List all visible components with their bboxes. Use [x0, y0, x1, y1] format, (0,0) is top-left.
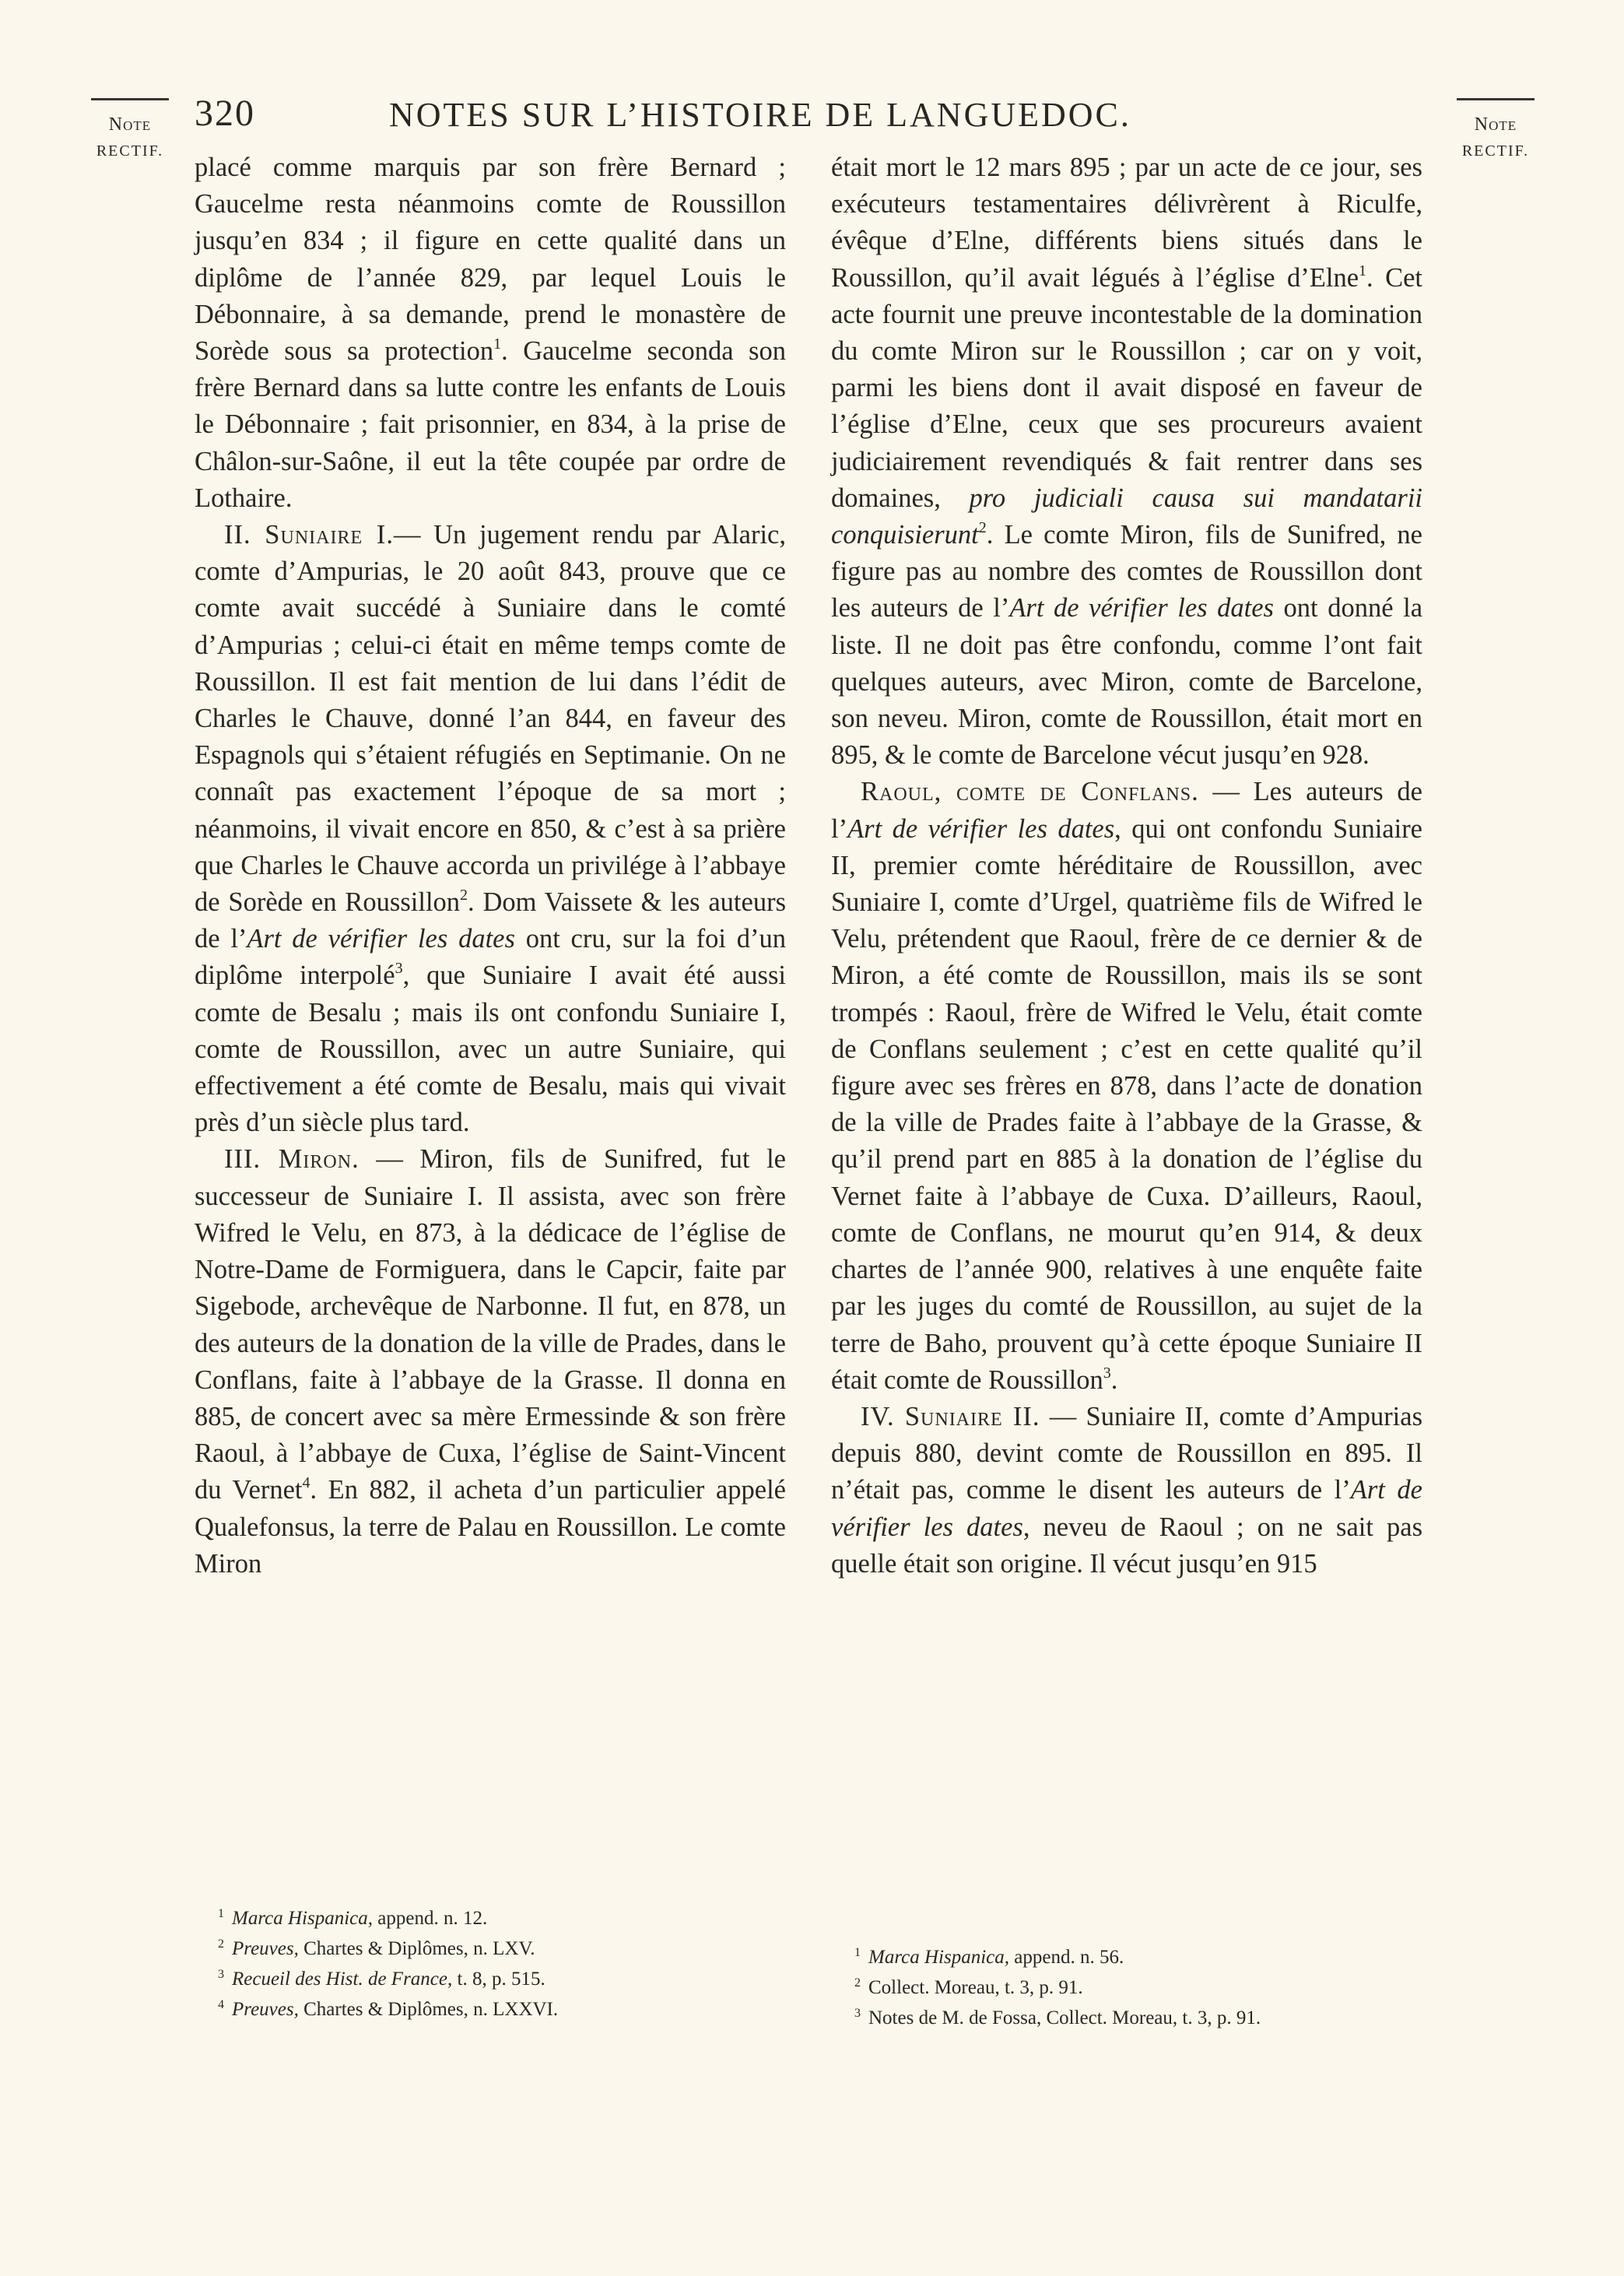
italic-quote: pro judiciali causa sui mandatarii conquisierunt	[831, 483, 1422, 550]
text: ont cru, sur la foi d’un diplôme interpolé	[195, 924, 786, 991]
footnote	[854, 2000, 1399, 2031]
paragraph-raoul	[831, 774, 1422, 1398]
footnote-mark: 3	[218, 1968, 224, 1981]
footnote	[218, 1962, 763, 1992]
section-heading: II. Suniaire I.	[224, 520, 394, 550]
text: — Suniaire II, comte d’Ampurias depuis 880, devint comte de Roussillon en 895. Il n’était pas, comme le disent les auteurs de l’	[831, 1401, 1423, 1505]
text: . Cet acte fournit une preuve incontestable de la domination du comte Miron sur le Roussillon ; car on y voit, parmi les biens dont il avait disposé en faveur de l’église d’Elne, ceux que ses procureurs avaient judiciairement revendiqués & fait rentrer dans ses domaines,	[831, 262, 1423, 513]
footnote-text: Notes de M. de Fossa, Collect. Moreau, t. 3, p. 91.	[868, 2007, 1261, 2028]
paragraph-miron-cont	[831, 149, 1422, 774]
footnote	[854, 1970, 1399, 2000]
paragraph-suniaire-i	[195, 517, 786, 1141]
footnote-text: append. n. 56.	[1009, 1947, 1124, 1968]
footnote-source: Marca Hispanica,	[868, 1947, 1009, 1968]
footnote-ref: 1	[1359, 262, 1367, 279]
italic-title: Art de vérifier les dates	[847, 813, 1115, 844]
italic-title: Art de vérifier les dates	[831, 1475, 1422, 1542]
footnotes-right	[854, 1940, 1399, 2031]
footnote-mark: 3	[854, 2007, 861, 2020]
footnote-text: t. 8, p. 515.	[452, 1969, 545, 1990]
margin-rule	[91, 98, 169, 100]
footnote-ref: 2	[460, 887, 468, 904]
text: .	[1110, 1365, 1118, 1395]
page-number: 320	[195, 93, 255, 134]
section-heading: Raoul, comte de Conflans.	[861, 777, 1199, 807]
section-heading: IV. Suniaire II.	[861, 1401, 1040, 1431]
footnote-mark: 1	[854, 1946, 861, 1959]
footnote-mark: 1	[218, 1907, 224, 1920]
footnote	[854, 1940, 1399, 1970]
footnote-ref: 4	[302, 1474, 310, 1492]
footnote-source: Marca Hispanica,	[232, 1908, 373, 1929]
paragraph-miron	[195, 1141, 786, 1582]
text: — Les auteurs de l’	[831, 777, 1422, 844]
page-header	[195, 92, 1564, 139]
text: — Un jugement rendu par Alaric, comte d’Ampurias, le 20 août 843, prouve que ce comte avait succédé à Suniaire dans le comté d’Ampurias ; celui-ci était en même temps comte de Roussillon. Il est fait mention de lui dans l’édit de Charles le Chauve, donné l’an 844, en faveur des Espagnols qui s’étaient réfugiés en Septimanie. On ne connaît pas exactement l’époque de sa mort ; néanmoins, il vivait encore en 850, & c’est à sa prière que Charles le Chauve accorda un privilége à l’abbaye de Sorède en Roussillon	[195, 520, 786, 918]
margin-note-left	[87, 98, 173, 164]
italic-title: Art de vérifier les dates	[1009, 593, 1274, 623]
text: . Le comte Miron, fils de Sunifred, ne figure pas au nombre des comtes de Roussillon dont les auteurs de l’	[831, 520, 1422, 623]
footnote-ref: 2	[978, 519, 987, 537]
paragraph-suniaire-ii	[831, 1399, 1422, 1582]
footnote-mark: 2	[854, 1976, 861, 1990]
text: . En 882, il acheta d’un particulier appelé Qualefonsus, la terre de Palau en Roussillon. Le comte Miron	[195, 1475, 786, 1579]
footnote-text: Chartes & Diplômes, n. LXV.	[298, 1938, 535, 1959]
running-title: NOTES SUR L’HISTOIRE DE LANGUEDOC.	[389, 96, 1131, 134]
footnote-ref: 3	[395, 960, 403, 978]
margin-note-line2: RECTIF.	[96, 142, 164, 160]
margin-note-line1: Note	[1474, 114, 1517, 135]
text: . Gaucelme seconda son frère Bernard dans sa lutte contre les enfants de Louis le Débonnaire ; fait prisonnier, en 834, à la prise de Châlon-sur-Saône, il eut la tête coupée par ordre de Lothaire.	[195, 336, 786, 513]
footnote	[218, 1901, 763, 1931]
footnote	[218, 1931, 763, 1962]
footnote-source: Preuves,	[232, 1999, 299, 2020]
margin-note-line2: RECTIF.	[1461, 142, 1530, 160]
text: . Dom Vaissete & les auteurs de l’	[195, 887, 786, 954]
left-column	[195, 149, 786, 1582]
right-column	[831, 149, 1422, 1582]
footnote-ref: 1	[493, 335, 502, 353]
text: ont donné la liste. Il ne doit pas être confondu, comme l’ont fait quelques auteurs, avec Miron, comte de Barcelone, son neveu. Miron, comte de Roussillon, était mort en 895, & le comte de Barcelone vécut jusqu’en 928.	[831, 593, 1423, 771]
footnote	[218, 1992, 763, 2022]
paragraph-gaucelme	[195, 149, 786, 517]
section-heading: III. Miron.	[224, 1144, 360, 1175]
text: , qui ont confondu Suniaire II, premier comte héréditaire de Roussillon, avec Suniaire I, comte d’Urgel, quatrième fils de Wifred le Velu, prétendent que Raoul, frère de ce dernier & de Miron, a été comte de Roussillon, mais ils se sont trompés : Raoul, frère de Wifred le Velu, était comte de Conflans seulement ; c’est en cette qualité qu’il figure avec ses frères en 878, dans l’acte de donation de la ville de Prades faite à l’abbaye de la Grasse, & qu’il prend part en 885 à la donation de l’église du Vernet faite à l’abbaye de Cuxa. D’ailleurs, Raoul, comte de Conflans, ne mourut qu’en 914, & deux chartes de l’année 900, relatives à une enquête faite par les juges du comté de Roussillon, au sujet de la terre de Baho, prouvent qu’à cette époque Suniaire II était comte de Roussillon	[831, 813, 1422, 1395]
footnote-text: append. n. 12.	[373, 1908, 488, 1929]
text: était mort le 12 mars 895 ; par un acte de ce jour, ses exécuteurs testamentaires délivrèrent à Riculfe, évêque d’Elne, différents biens situés dans le Roussillon, qu’il avait légués à l’église d’Elne	[831, 153, 1422, 293]
footnote-source: Recueil des Hist. de France,	[232, 1969, 453, 1990]
text: — Miron, fils de Sunifred, fut le successeur de Suniaire I. Il assista, avec son frère Wifred le Velu, en 873, à la dédicace de l’église de Notre-Dame de Formiguera, dans le Capcir, faite par Sigebode, archevêque de Narbonne. Il fut, en 878, un des auteurs de la donation de la ville de Prades, dans le Conflans, faite à l’abbaye de la Grasse. Il donna en 885, de concert avec sa mère Ermessinde & son frère Raoul, à l’abbaye de Cuxa, l’église de Saint-Vincent du Vernet	[195, 1144, 786, 1505]
footnote-text: Chartes & Diplômes, n. LXXVI.	[298, 1999, 559, 2020]
margin-note-line1: Note	[108, 114, 152, 135]
italic-title: Art de vérifier les dates	[247, 924, 515, 954]
text: , neveu de Raoul ; on ne sait pas quelle était son origine. Il vécut jusqu’en 915	[831, 1512, 1422, 1579]
footnotes-left	[218, 1901, 763, 2022]
footnote-ref: 3	[1103, 1364, 1111, 1382]
text: , que Suniaire I avait été aussi comte de Besalu ; mais ils ont confondu Suniaire I, comte de Roussillon, avec un autre Suniaire, qui effectivement a été comte de Besalu, mais qui vivait près d’un siècle plus tard.	[195, 961, 786, 1138]
footnote-source: Preuves,	[232, 1938, 299, 1959]
footnote-mark: 4	[218, 1998, 224, 2011]
text: placé comme marquis par son frère Bernard ; Gaucelme resta néanmoins comte de Roussillon jusqu’en 834 ; il figure en cette qualité dans un diplôme de l’année 829, par lequel Louis le Débonnaire, à sa demande, prend le monastère de Sorède sous sa protection	[195, 153, 786, 367]
footnote-mark: 2	[218, 1937, 224, 1951]
footnote-text: Collect. Moreau, t. 3, p. 91.	[868, 1977, 1083, 1998]
